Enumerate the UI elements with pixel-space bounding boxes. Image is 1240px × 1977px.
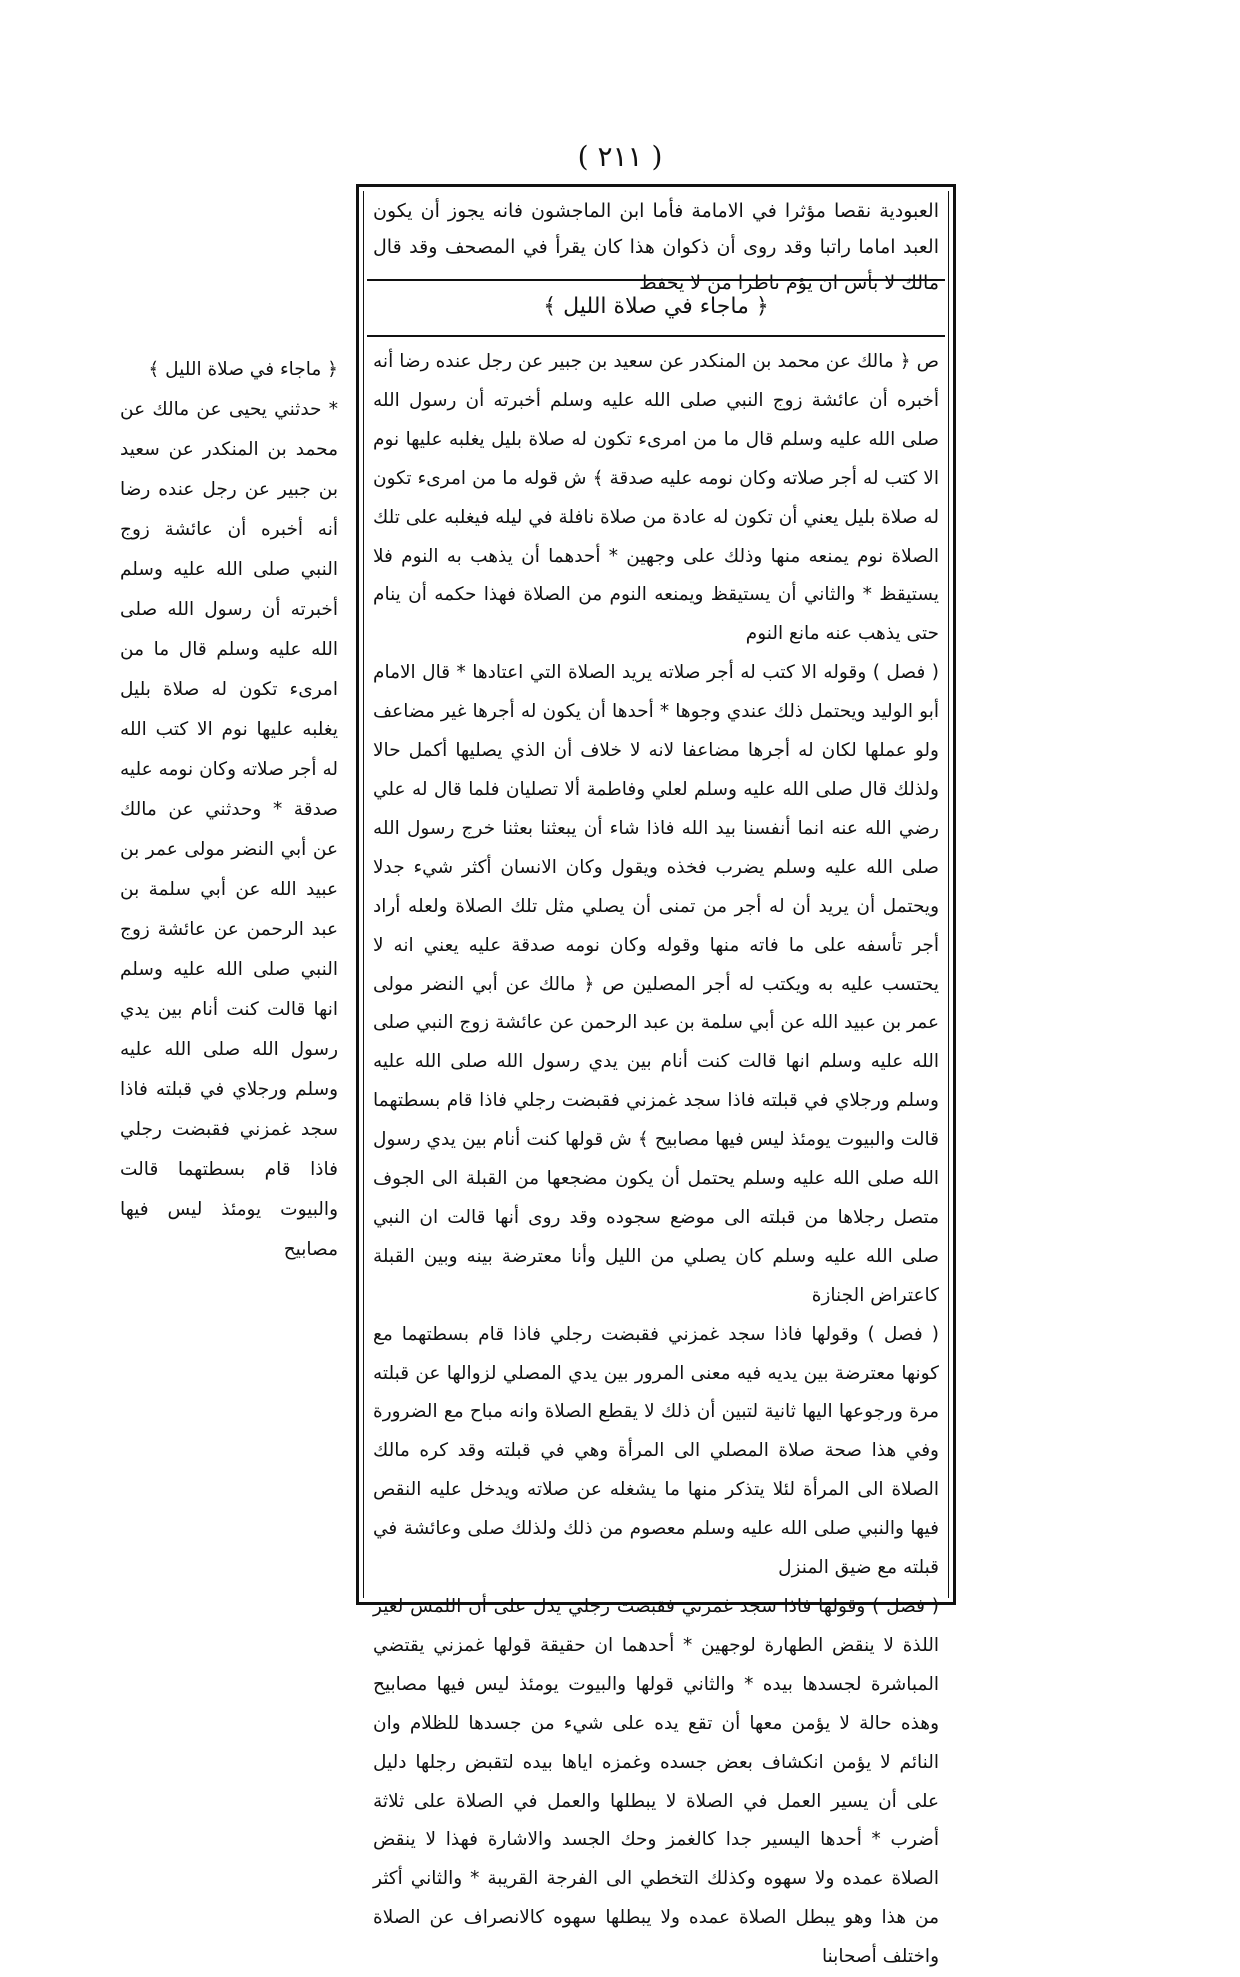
- chapter-title: ﴿ ماجاء في صلاة الليل ﴾: [543, 294, 769, 319]
- main-commentary-body: [373, 343, 939, 1968]
- header-continuation-text: العبودية نقصا مؤثرا في الامامة فأما ابن الماجشون فانه يجوز أن يكون العبد اماما راتبا وقد روى أن ذكوان هذا كان يقرأ في المصحف وقد قال مالك لا بأس ان يؤم ناظرا من لا يحفظ: [373, 200, 939, 294]
- title-divider: [367, 335, 945, 337]
- main-paragraph: ( فصل ) وقوله الا كتب له أجر صلاته يريد الصلاة التي اعتادها * قال الامام أبو الوليد ويحتمل ذلك عندي وجوها * أحدها أن يكون له أجرها غير مضاعف ولو عملها لكان له أجرها مضاعفا لانه لا خلاف أن الذي يصليها أكمل حالا ولذلك قال صلى الله عليه وسلم لعلي وفاطمة ألا تصليان فلما قال له علي رضي الله عنه انما أنفسنا بيد الله فاذا شاء أن يبعثنا بعثنا خرج رسول الله صلى الله عليه وسلم يضرب فخذه ويقول وكان الانسان أكثر شيء جدلا ويحتمل أن يريد أن له أجر من تمنى أن يصلي مثل تلك الصلاة ولعله أراد أجر تأسفه على ما فاته منها وقوله وكان نومه صدقة عليه يعني انه لا يحتسب عليه به ويكتب له أجر المصلين ص ﴿ مالك عن أبي النضر مولى عمر بن عبيد الله عن أبي سلمة بن عبد الرحمن عن عائشة زوج النبي صلى الله عليه وسلم انها قالت كنت أنام بين يدي رسول الله صلى الله عليه وسلم ورجلاي في قبلته فاذا سجد غمزني فقبضت رجلي فاذا قام بسطتهما قالت والبيوت يومئذ ليس فيها مصابيح ﴾ ش قولها كنت أنام بين يدي رسول الله صلى الله عليه وسلم يحتمل أن يكون مضجعها من القبلة الى الجوف متصل رجلاها من قبلته الى موضع سجوده وقد روى أنها قالت ان النبي صلى الله عليه وسلم كان يصلي من الليل وأنا معترضة بينه وبين القبلة كاعتراض الجنازة: [373, 662, 939, 1306]
- main-text-frame: [356, 184, 956, 1968]
- margin-title: ﴿ ماجاء في صلاة الليل ﴾: [148, 359, 338, 380]
- margin-paragraph: * حدثني يحيى عن مالك عن محمد بن المنكدر عن سعيد بن جبير عن رجل عنده رضا أنه أخبره أن عائشة زوج النبي صلى الله عليه وسلم أخبرته أن رسول الله صلى الله عليه وسلم قال ما من امرىء تكون له صلاة بليل يغلبه عليها نوم الا كتب الله له أجر صلاته وكان نومه عليه صدقة * وحدثني عن مالك عن أبي النضر مولى عمر بن عبيد الله عن أبي سلمة بن عبد الرحمن عن عائشة زوج النبي صلى الله عليه وسلم انها قالت كنت أنام بين يدي رسول الله صلى الله عليه وسلم ورجلاي في قبلته فاذا سجد غمزني فقبضت رجلي فاذا قام بسطتهما قالت والبيوت يومئذ ليس فيها مصابيح: [120, 399, 338, 1260]
- top-divider: [367, 279, 945, 281]
- main-paragraph: ( فصل ) وقولها فاذا سجد غمزني فقبضت رجلي يدل على أن اللمس لغير اللذة لا ينقض الطهارة لوجهين * أحدهما ان حقيقة قولها غمزني يقتضي المباشرة لجسدها بيده * والثاني قولها والبيوت يومئذ ليس فيها مصابيح وهذه حالة لا يؤمن معها أن تقع يده على شيء من جسدها للظلام وان النائم لا يؤمن انكشاف بعض جسده وغمزه اياها بيده لتقبض رجلها دليل على أن يسير العمل في الصلاة لا يبطلها والعمل في الصلاة على ثلاثة أضرب * أحدها اليسير جدا كالغمز وحك الجسد والاشارة فهذا لا ينقض الصلاة عمده ولا سهوه وكذلك التخطي الى الفرجة القريبة * والثاني أكثر من هذا وهو يبطل الصلاة عمده ولا يبطلها سهوه كالانصراف عن الصلاة واختلف أصحابنا: [373, 1596, 939, 1968]
- page-number: ( ٢١١ ): [577, 140, 663, 173]
- margin-hadith-column: [120, 350, 338, 1340]
- main-paragraph: ص ﴿ مالك عن محمد بن المنكدر عن سعيد بن جبير عن رجل عنده رضا أنه أخبره أن عائشة زوج النبي صلى الله عليه وسلم أخبرته أن رسول الله صلى الله عليه وسلم قال ما من امرىء تكون له صلاة بليل يغلبه عليها نوم الا كتب له أجر صلاته وكان نومه عليه صدقة ﴾ ش قوله ما من امرىء تكون له صلاة بليل يعني أن تكون له عادة من صلاة نافلة في ليله فيغلبه على تلك الصلاة نوم يمنعه منها وذلك على وجهين * أحدهما أن يذهب به النوم فلا يستيقظ * والثاني أن يستيقظ ويمنعه النوم من الصلاة فهذا حكمه أن ينام حتى يذهب عنه مانع النوم: [373, 351, 939, 645]
- main-paragraph: ( فصل ) وقولها فاذا سجد غمزني فقبضت رجلي فاذا قام بسطتهما مع كونها معترضة بين يديه فيه معنى المرور بين يدي المصلي لزوالها عن قبلته مرة ورجوعها اليها ثانية لتبين أن ذلك لا يقطع الصلاة وانه مباح مع الضرورة وفي هذا صحة صلاة المصلي الى المرأة وهي في قبلته وقد كره مالك الصلاة الى المرأة لئلا يتذكر منها ما يشغله عن صلاته ويدخل عليه النقص فيها والنبي صلى الله عليه وسلم معصوم من ذلك ولذلك صلى وعائشة في قبلته مع ضيق المنزل: [373, 1323, 939, 1579]
